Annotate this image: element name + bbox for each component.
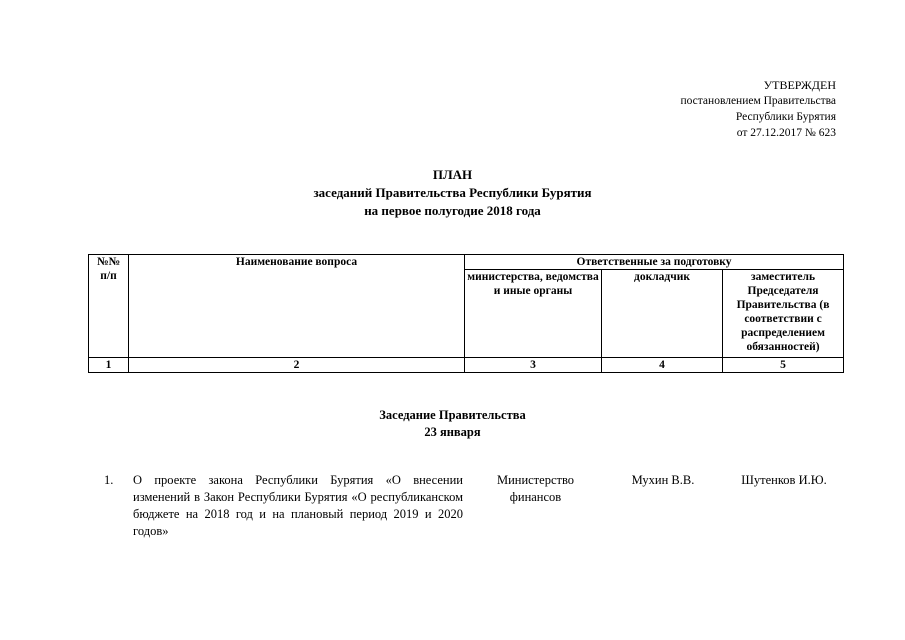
session-date: 23 января <box>424 425 481 439</box>
approval-line-2: Республики Бурятия <box>735 111 836 123</box>
approval-line-3: от 27.12.2017 № 623 <box>736 127 836 139</box>
item-speaker: Мухин В.В. <box>631 473 695 487</box>
column-number: 3 <box>465 358 602 373</box>
item-deputy: Шутенков И.Ю. <box>741 473 827 487</box>
header-responsible: Ответственные за подготовку <box>465 255 844 270</box>
header-question: Наименование вопроса <box>129 255 465 358</box>
plan-table-header <box>88 254 844 373</box>
approval-line-1: постановлением Правительства <box>680 95 836 107</box>
approval-title: УТВЕРЖДЕН <box>763 78 836 92</box>
header-ministries: министерства, ведомства и иные органы <box>465 270 602 358</box>
column-number: 4 <box>602 358 723 373</box>
plan-title: ПЛАН <box>432 167 473 182</box>
approval-block <box>680 77 836 141</box>
header-speaker: докладчик <box>602 270 723 358</box>
plan-subtitle-1: заседаний Правительства Республики Бурятия <box>313 185 592 200</box>
item-number: 1. <box>104 473 114 487</box>
header-num: №№ п/п <box>89 255 129 358</box>
item-question: О проекте закона Республики Бурятия «О внесении изменений в Закон Республики Бурятия «О республиканском бюджете на 2018 год и на плановый период 2019 и 2020 годов» <box>133 473 463 538</box>
session-heading <box>0 407 905 441</box>
column-number: 5 <box>723 358 844 373</box>
column-number: 1 <box>89 358 129 373</box>
plan-subtitle-2: на первое полугодие 2018 года <box>364 203 541 218</box>
plan-heading <box>0 166 905 220</box>
session-title: Заседание Правительства <box>379 408 526 422</box>
header-deputy: заместитель Председателя Правительства (в соответствии с распределением обязанностей) <box>723 270 844 358</box>
item-ministry: Министерство финансов <box>496 473 575 504</box>
column-number: 2 <box>129 358 465 373</box>
